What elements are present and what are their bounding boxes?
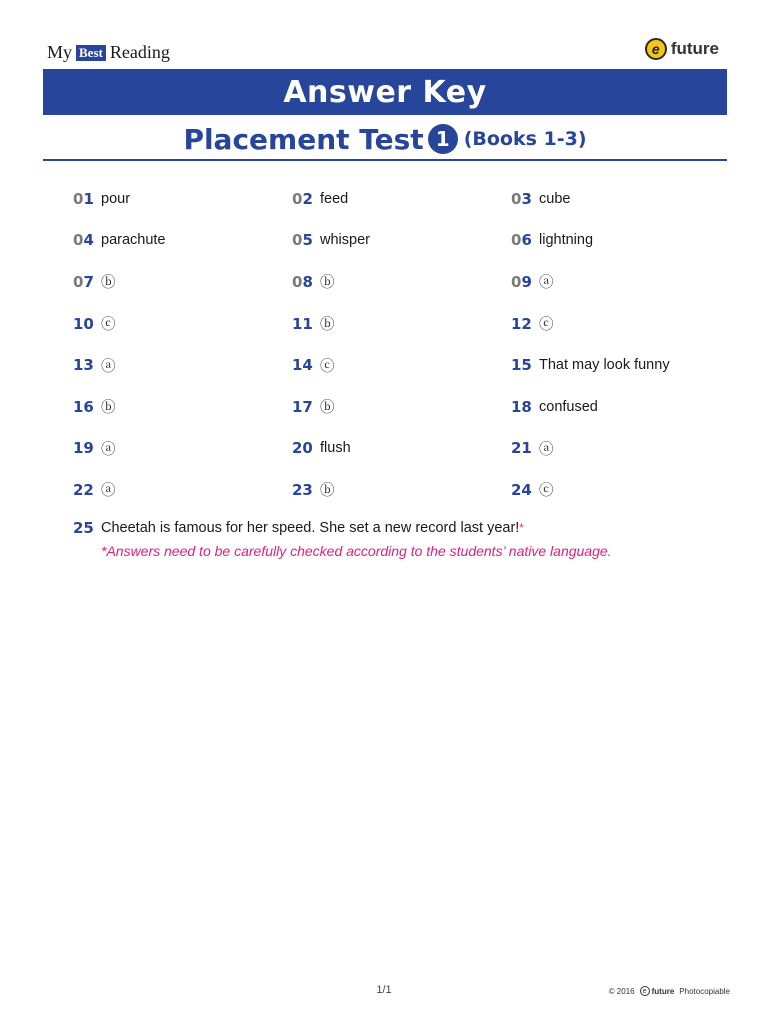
logo-reading-text: Reading — [109, 42, 170, 62]
question-number — [511, 315, 539, 333]
question-number — [73, 439, 101, 457]
question-number — [73, 356, 101, 374]
question-number-prefix: 0 — [73, 231, 84, 250]
footer-brand: future — [651, 986, 675, 996]
answer-text: feed — [320, 190, 349, 207]
question-number — [292, 356, 320, 374]
question-25-star: * — [519, 522, 524, 534]
question-number — [292, 190, 320, 208]
question-number-digits: 5 — [302, 231, 313, 250]
photocopiable-text: Photocopiable — [679, 986, 730, 996]
answer-text: ⓑ — [320, 275, 335, 292]
question-number — [292, 273, 320, 291]
answer-item — [292, 428, 511, 470]
answer-text: ⓒ — [539, 317, 554, 334]
question-number-digits: 1 — [83, 189, 94, 208]
question-number-digits: 6 — [521, 231, 532, 250]
answer-text: ⓒ — [101, 317, 116, 334]
answer-text: ⓐ — [101, 358, 116, 375]
question-number — [511, 356, 539, 374]
native-language-note: *Answers need to be carefully checked according to the students’ native language. — [101, 543, 612, 559]
question-number-digits: 2 — [302, 189, 313, 208]
question-number-digits: 11 — [292, 314, 313, 333]
question-number-digits: 14 — [292, 356, 313, 375]
answer-item — [73, 469, 292, 511]
logo-my-text: My — [47, 42, 73, 62]
question-number — [73, 190, 101, 208]
answer-item — [511, 261, 733, 303]
question-number-digits: 19 — [73, 439, 94, 458]
question-number-digits: 9 — [521, 272, 532, 291]
answer-item — [292, 303, 511, 345]
answer-item — [73, 428, 292, 470]
question-number — [292, 231, 320, 249]
answer-text: ⓑ — [320, 317, 335, 334]
answer-item — [511, 344, 733, 386]
heading-divider — [43, 159, 727, 161]
question-number-prefix: 0 — [292, 231, 303, 250]
answer-item — [511, 178, 733, 220]
question-number-digits: 12 — [511, 314, 532, 333]
answer-text: ⓒ — [539, 483, 554, 500]
answer-item — [511, 303, 733, 345]
answer-item — [73, 386, 292, 428]
question-number-prefix: 0 — [73, 189, 84, 208]
answer-item — [511, 428, 733, 470]
answer-item — [292, 178, 511, 220]
answer-text: ⓐ — [101, 441, 116, 458]
question-number — [73, 273, 101, 291]
answer-item — [73, 220, 292, 262]
question-number-digits: 8 — [302, 272, 313, 291]
answer-text: ⓑ — [320, 483, 335, 500]
answer-text: cube — [539, 190, 571, 207]
placement-test-heading — [43, 120, 727, 158]
question-number-prefix: 0 — [511, 189, 522, 208]
answer-text: lightning — [539, 232, 594, 249]
question-number-prefix: 0 — [292, 189, 303, 208]
answer-item — [73, 178, 292, 220]
question-number-digits: 20 — [292, 439, 313, 458]
question-25-answer: Cheetah is famous for her speed. She set a new record last year! — [101, 520, 520, 536]
my-best-reading-logo — [47, 42, 170, 63]
question-number-prefix: 0 — [511, 231, 522, 250]
question-number — [511, 439, 539, 457]
question-number — [511, 273, 539, 291]
question-number — [511, 231, 539, 249]
question-number — [292, 481, 320, 499]
efuture-logo-text: future — [670, 39, 719, 58]
question-number-digits: 17 — [292, 397, 313, 416]
answer-text: ⓑ — [320, 400, 335, 417]
question-number — [292, 315, 320, 333]
answer-item — [292, 469, 511, 511]
question-number-digits: 18 — [511, 397, 532, 416]
answer-text: flush — [320, 440, 351, 457]
answer-text: ⓒ — [320, 358, 335, 375]
subtitle-books: (Books 1-3) — [463, 128, 587, 150]
question-number — [511, 481, 539, 499]
answer-key-banner — [43, 69, 727, 115]
answer-text: ⓑ — [101, 400, 116, 417]
question-25 — [73, 519, 524, 537]
question-number — [292, 439, 320, 457]
answer-text: whisper — [320, 232, 370, 249]
question-number-digits: 24 — [511, 480, 532, 499]
answer-item — [292, 220, 511, 262]
question-number-digits: 7 — [83, 272, 94, 291]
question-number — [511, 398, 539, 416]
question-number-digits: 22 — [73, 480, 94, 499]
answer-item — [73, 303, 292, 345]
copyright-footer — [609, 986, 730, 996]
answer-text: parachute — [101, 232, 166, 249]
question-number — [73, 481, 101, 499]
logo-best-text: Best — [76, 45, 106, 61]
answer-item — [73, 344, 292, 386]
answer-item — [511, 220, 733, 262]
efuture-logo — [645, 38, 719, 60]
answer-item — [511, 386, 733, 428]
answer-text: ⓑ — [101, 275, 116, 292]
page-number: 1/1 — [376, 984, 392, 996]
question-number-digits: 15 — [511, 356, 532, 375]
question-number — [73, 315, 101, 333]
efuture-small-e-icon: e — [640, 986, 650, 996]
answer-text: ⓐ — [101, 483, 116, 500]
question-number — [73, 398, 101, 416]
answer-text: ⓐ — [539, 441, 554, 458]
answer-text: confused — [539, 398, 598, 415]
question-number — [292, 398, 320, 416]
answer-item — [73, 261, 292, 303]
answer-item — [292, 344, 511, 386]
question-number: 25 — [73, 519, 94, 537]
question-number-prefix: 0 — [511, 272, 522, 291]
answer-item — [292, 261, 511, 303]
question-number-digits: 13 — [73, 356, 94, 375]
answer-text: ⓐ — [539, 275, 554, 292]
answer-item — [511, 469, 733, 511]
answer-item — [292, 386, 511, 428]
question-number-prefix: 0 — [73, 272, 84, 291]
question-number — [511, 190, 539, 208]
subtitle-main: Placement Test — [183, 122, 424, 156]
copyright-text: © 2016 — [608, 986, 635, 996]
question-number — [73, 231, 101, 249]
answer-text: pour — [101, 190, 131, 207]
efuture-e-icon: e — [645, 38, 667, 60]
question-number-digits: 3 — [521, 189, 532, 208]
question-number-digits: 10 — [73, 314, 94, 333]
answer-text: That may look funny — [539, 357, 670, 374]
answers-grid — [73, 178, 733, 511]
question-number-digits: 23 — [292, 480, 313, 499]
question-number-prefix: 0 — [292, 272, 303, 291]
test-number-badge: 1 — [428, 124, 458, 154]
question-number-digits: 4 — [83, 231, 94, 250]
question-number-digits: 16 — [73, 397, 94, 416]
banner-title: Answer Key — [283, 74, 487, 110]
question-number-digits: 21 — [511, 439, 532, 458]
